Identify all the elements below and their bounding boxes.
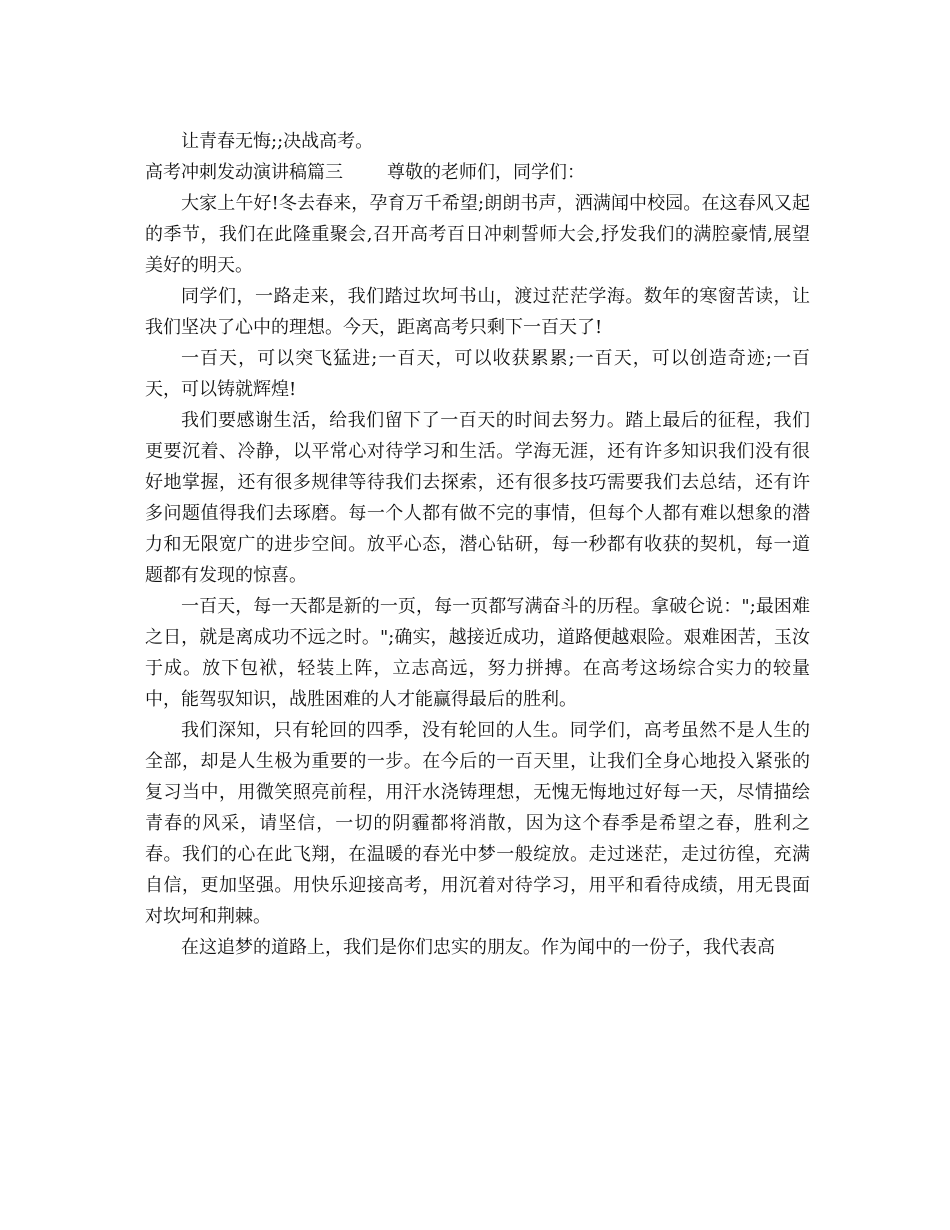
paragraph-hundred-days: 一百天，可以突飞猛进;一百天，可以收获累累;一百天，可以创造奇迹;一百天，可以铸就辉煌!	[145, 348, 810, 400]
paragraph-napoleon: 一百天，每一天都是新的一页，每一页都写满奋斗的历程。拿破仑说：";最困难之日，就是离成功不远之时。";确实，越接近成功，道路便越艰险。艰难困苦，玉汝于成。放下包袱，轻装上阵，立志高远，努力拼搏。在高考这场综合实力的较量中，能驾驭知识，战胜困难的人才能赢得最后的胜利。	[145, 596, 810, 710]
section-heading-line	[145, 157, 810, 188]
opening-line: 让青春无悔;;决战高考。	[181, 131, 374, 152]
paragraph-gratitude: 我们要感谢生活，给我们留下了一百天的时间去努力。踏上最后的征程，我们更要沉着、冷静，以平常心对待学习和生活。学海无涯，还有许多知识我们没有很好地掌握，还有很多规律等待我们去探索，还有很多技巧需要我们去总结，还有许多问题值得我们去琢磨。每一个人都有做不完的事情，但每个人都有难以想象的潜力和无限宽广的进步空间。放平心态，潜心钻研，每一秒都有收获的契机，每一道题都有发现的惊喜。	[145, 410, 810, 586]
section-title: 高考冲刺发动演讲稿篇三	[145, 162, 343, 183]
paragraph-journey: 同学们，一路走来，我们踏过坎坷书山，渡过茫茫学海。数年的寒窗苦读，让我们坚决了心中的理想。今天，距离高考只剩下一百天了!	[145, 286, 810, 338]
paragraph-seasons: 我们深知，只有轮回的四季，没有轮回的人生。同学们，高考虽然不是人生的全部，却是人生极为重要的一步。在今后的一百天里，让我们全身心地投入紧张的复习当中，用微笑照亮前程，用汗水浇铸理想，无愧无悔地过好每一天，尽情描绘青春的风采，请坚信，一切的阴霾都将消散，因为这个春季是希望之春，胜利之春。我们的心在此飞翔，在温暖的春光中梦一般绽放。走过迷茫，走过彷徨，充满自信，更加坚强。用快乐迎接高考，用沉着对待学习，用平和看待成绩，用无畏面对坎坷和荆棘。	[145, 720, 810, 927]
document-body	[145, 126, 810, 963]
paragraph-friends: 在这追梦的道路上，我们是你们忠实的朋友。作为闻中的一份子，我代表高	[181, 937, 775, 958]
salutation: 尊敬的老师们，同学们：	[387, 162, 585, 183]
paragraph-greeting: 大家上午好!冬去春来，孕育万千希望;朗朗书声，洒满闻中校园。在这春风又起的季节，我们在此隆重聚会,召开高考百日冲刺誓师大会,抒发我们的满腔豪情,展望美好的明天。	[145, 193, 810, 276]
